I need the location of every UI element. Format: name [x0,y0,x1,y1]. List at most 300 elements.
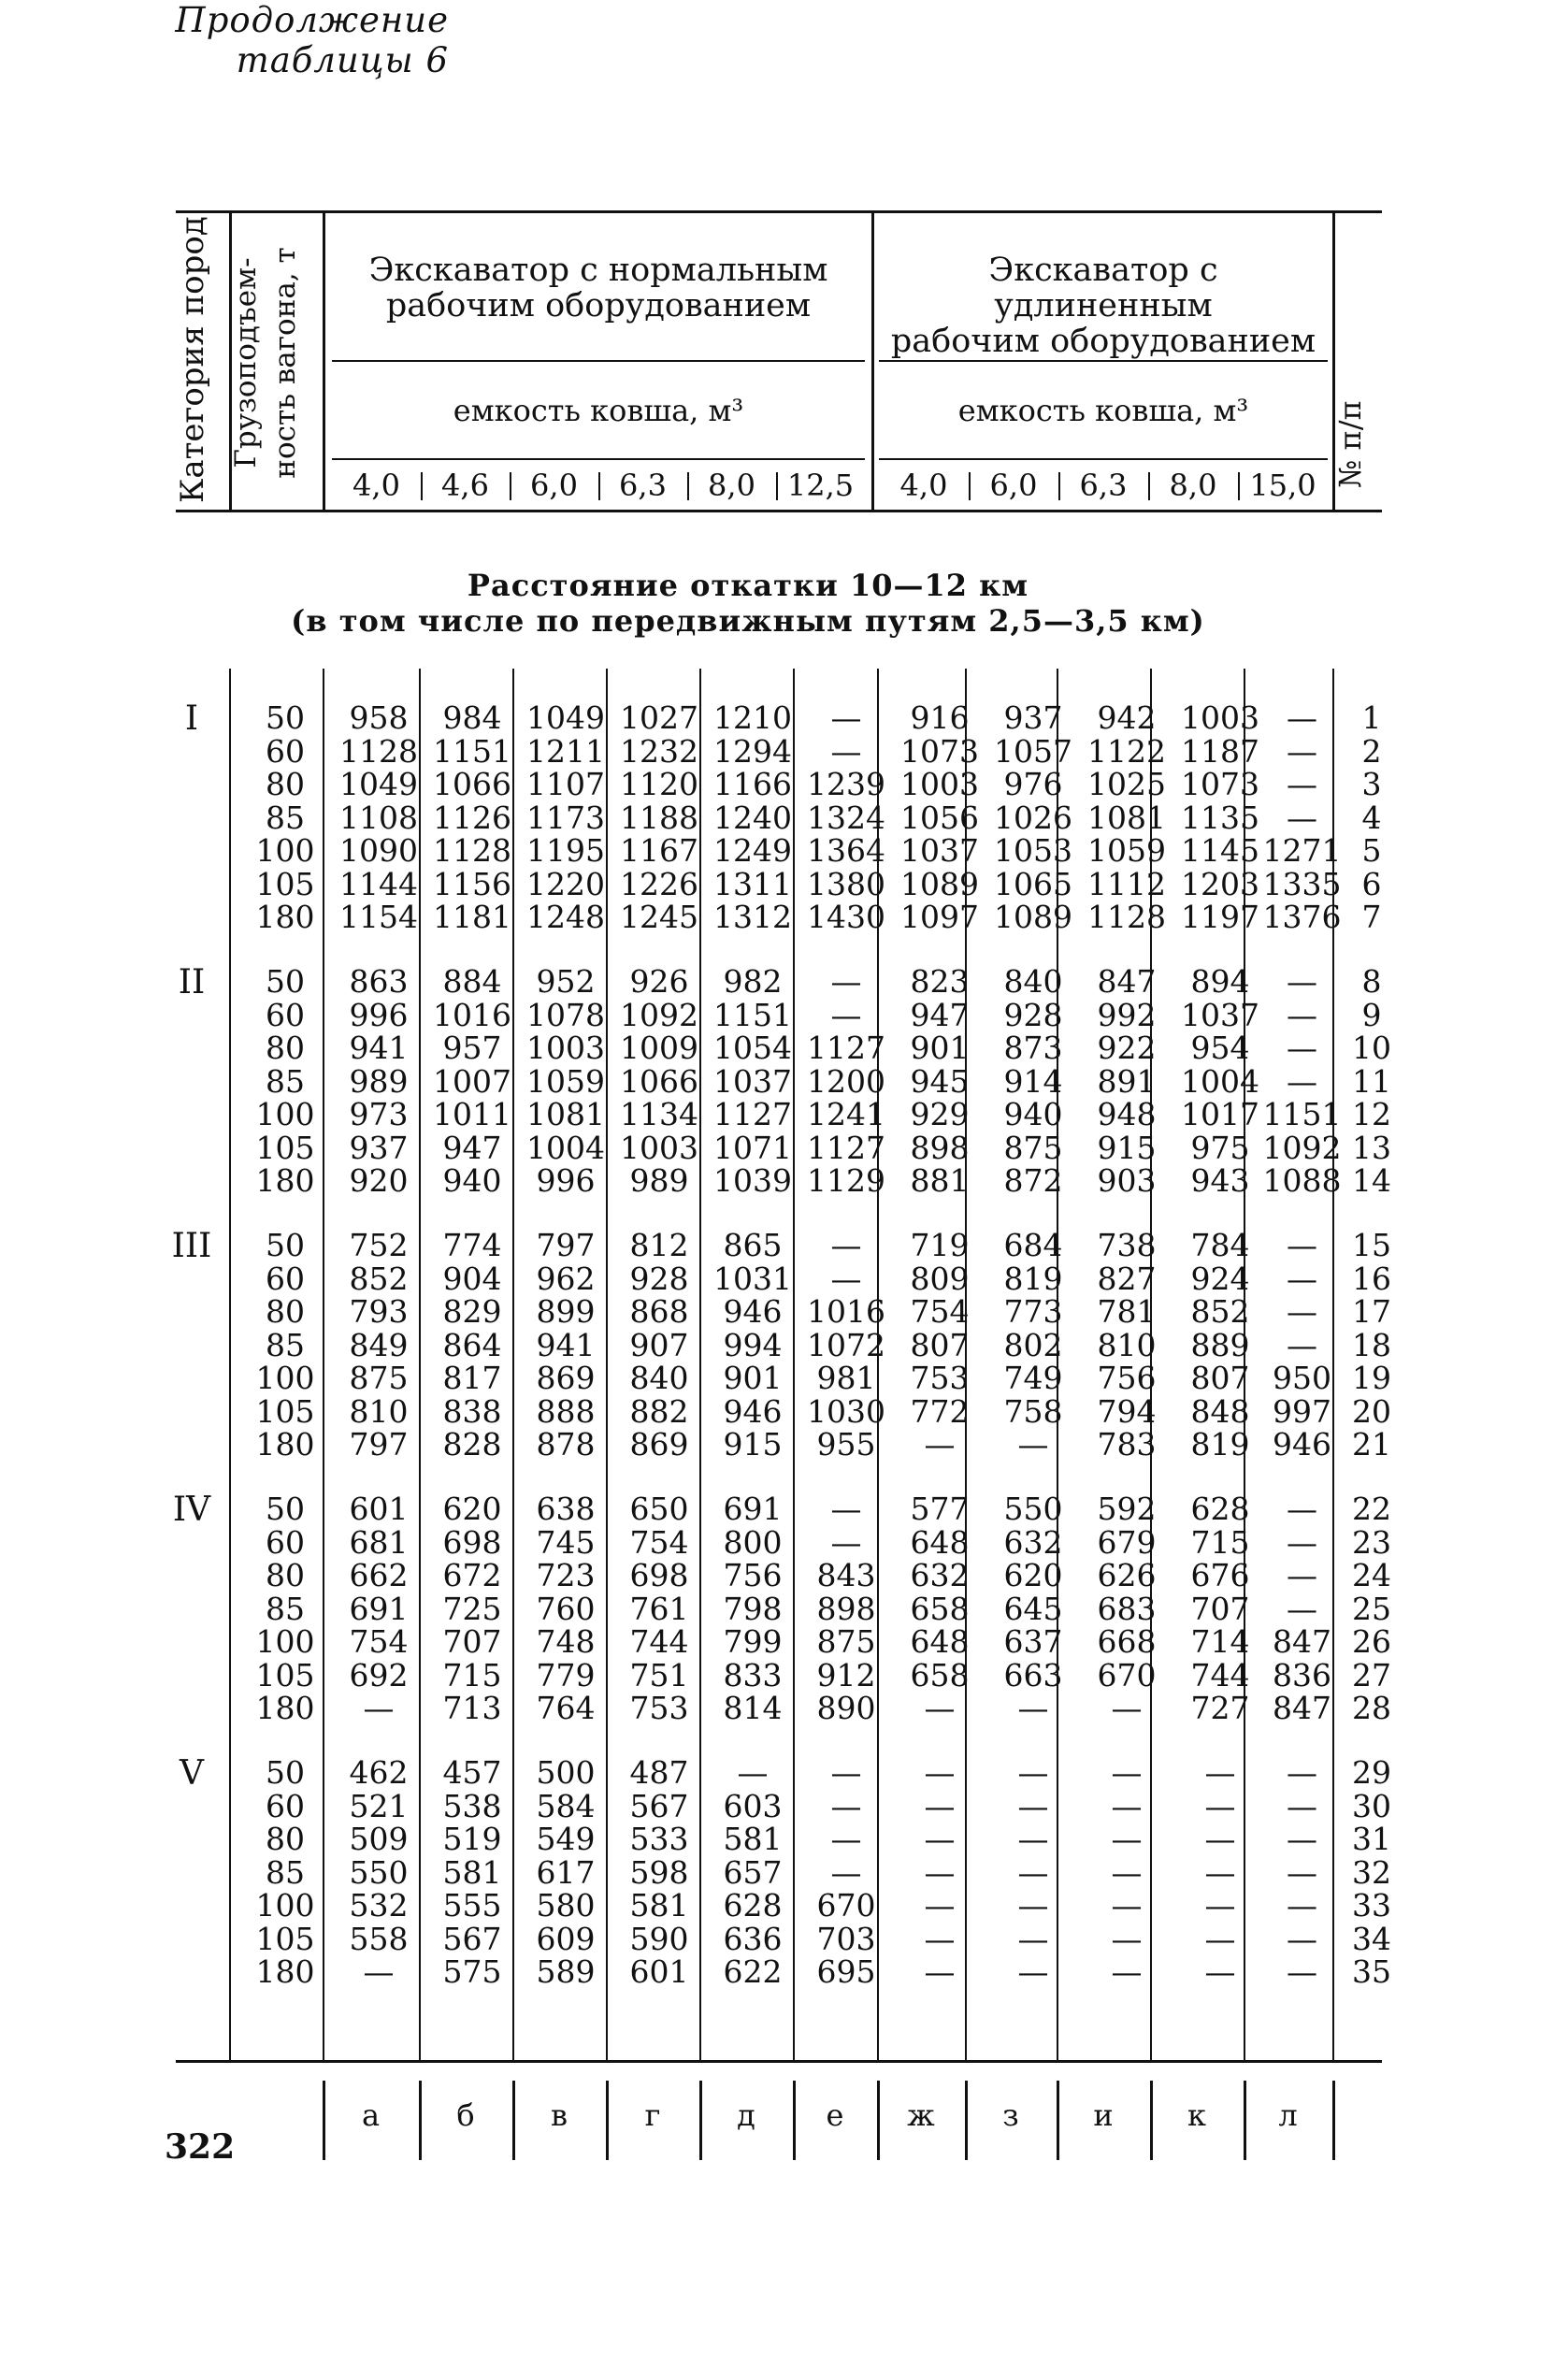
productivity-cell: 982 [723,963,783,1000]
column-letter: з [1002,2097,1019,2133]
productivity-cell: 749 [1003,1360,1063,1396]
productivity-cell: 864 [442,1326,502,1363]
productivity-cell: 1154 [339,899,418,935]
productivity-cell: 1156 [433,865,511,902]
productivity-cell: 848 [1190,1392,1250,1430]
productivity-cell: 1151 [713,996,792,1033]
productivity-cell: — [1287,1787,1317,1824]
productivity-cell: 462 [349,1754,409,1791]
productivity-cell: 761 [629,1590,689,1627]
productivity-cell: — [1287,1030,1317,1066]
productivity-cell: 457 [442,1754,502,1791]
productivity-cell: 1007 [433,1062,511,1100]
wagon-capacity-cell: 80 [266,1557,305,1593]
productivity-cell: 916 [910,699,970,736]
productivity-cell: 658 [910,1656,970,1693]
productivity-cell: 823 [910,963,970,1000]
productivity-cell: 691 [723,1491,783,1527]
productivity-cell: 812 [629,1227,689,1263]
productivity-cell: 603 [723,1787,783,1824]
productivity-cell: 1089 [994,899,1072,935]
group-normal-header: Экскаватор с нормальным рабочим оборудованием [368,252,828,324]
productivity-cell: 550 [349,1853,409,1891]
productivity-cell: 1027 [620,699,698,736]
productivity-cell: 752 [349,1227,409,1263]
productivity-cell: — [830,1260,862,1297]
wagon-capacity-cell: 100 [255,1623,315,1660]
productivity-cell: — [830,963,862,1000]
wagon-capacity-cell: 105 [255,1656,315,1693]
productivity-cell: — [1204,1787,1236,1824]
productivity-cell: 814 [723,1690,783,1726]
wagon-capacity-cell: 100 [255,832,315,869]
productivity-cell: 945 [910,1062,970,1100]
productivity-cell: 836 [1273,1656,1331,1693]
productivity-cell: 626 [1097,1557,1157,1593]
footer-divider [606,2081,609,2160]
productivity-cell: 1195 [526,832,605,869]
productivity-cell: 819 [1003,1260,1063,1297]
productivity-cell: 581 [723,1821,783,1857]
productivity-cell: 884 [442,963,502,1000]
productivity-cell: — [830,1754,862,1791]
productivity-cell: 658 [910,1590,970,1627]
bucket-capacity-value: 15,0 [1249,468,1316,503]
productivity-cell: 753 [629,1690,689,1726]
bucket-separator [1238,472,1240,500]
productivity-cell: 774 [442,1227,502,1263]
productivity-cell: 962 [536,1260,596,1297]
productivity-cell: 802 [1003,1326,1063,1363]
row-number-cell: 26 [1352,1623,1391,1660]
productivity-cell: 672 [442,1557,502,1593]
productivity-cell: 714 [1190,1623,1250,1660]
productivity-cell: 509 [349,1821,409,1857]
row-number-cell: 14 [1352,1162,1391,1199]
bucket-separator [687,472,689,500]
productivity-cell: — [924,1787,956,1824]
productivity-cell: 567 [442,1920,502,1957]
productivity-cell: — [830,1821,862,1857]
productivity-cell: — [924,1821,956,1857]
productivity-cell: 738 [1097,1227,1157,1263]
productivity-cell: 1026 [994,799,1072,836]
productivity-cell: 996 [349,996,409,1033]
productivity-cell: 781 [1097,1293,1157,1330]
bucket-separator [776,472,778,500]
productivity-cell: 852 [349,1260,409,1297]
wagon-capacity-cell: 80 [266,1821,305,1857]
productivity-cell: 598 [629,1853,689,1891]
productivity-cell: 1188 [620,799,698,836]
productivity-cell: 1112 [1087,865,1166,902]
productivity-cell: — [1017,1853,1049,1891]
productivity-cell: 1092 [620,996,698,1033]
productivity-cell: 981 [816,1360,876,1396]
wagon-capacity-cell: 60 [266,996,305,1033]
productivity-cell: 1037 [900,832,979,869]
productivity-cell: 920 [349,1162,409,1199]
productivity-cell: 1151 [1262,1096,1342,1132]
productivity-cell: 807 [910,1326,970,1363]
productivity-cell: — [1017,1787,1049,1824]
productivity-cell: 1097 [900,899,979,935]
productivity-cell: 676 [1190,1557,1250,1593]
column-letter: е [826,2097,844,2133]
productivity-cell: — [1111,1690,1143,1726]
footer-divider [1057,2081,1059,2160]
group-normal-rule [332,360,865,362]
productivity-cell: 692 [349,1656,409,1693]
productivity-cell: 1166 [713,766,792,802]
productivity-cell: 937 [1003,699,1063,736]
column-letter: ж [907,2097,935,2133]
header-divider [323,213,325,511]
productivity-cell: 1004 [526,1129,605,1166]
wagon-capacity-cell: 80 [266,766,305,802]
productivity-cell: 882 [629,1392,689,1430]
productivity-cell: 683 [1097,1590,1157,1627]
productivity-cell: 715 [1190,1523,1250,1561]
productivity-cell: — [1287,799,1317,836]
productivity-cell: 601 [629,1953,689,1990]
productivity-cell: — [1287,1754,1317,1791]
row-number-cell: 17 [1352,1293,1391,1330]
productivity-cell: 924 [1190,1260,1250,1297]
productivity-cell: 1066 [620,1062,698,1100]
productivity-cell: 840 [1003,963,1063,1000]
productivity-cell: — [1287,766,1317,802]
productivity-cell: 533 [629,1821,689,1857]
productivity-cell: 891 [1097,1062,1157,1100]
productivity-cell: 567 [629,1787,689,1824]
productivity-cell: 827 [1097,1260,1157,1297]
productivity-cell: 799 [723,1623,783,1660]
productivity-cell: 681 [349,1523,409,1561]
productivity-cell: 1226 [620,865,698,902]
productivity-cell: 713 [442,1690,502,1726]
productivity-cell: 996 [536,1162,596,1199]
column-letter: а [361,2097,381,2133]
productivity-cell: 698 [442,1523,502,1561]
productivity-cell: 756 [1097,1360,1157,1396]
footer-divider [1150,2081,1153,2160]
productivity-cell: 798 [723,1590,783,1627]
productivity-cell: 819 [1190,1426,1250,1462]
wagon-capacity-cell: 100 [255,1096,315,1132]
row-number-cell: 31 [1352,1821,1391,1857]
productivity-cell: — [1287,1326,1317,1363]
productivity-cell: — [1017,1426,1049,1462]
productivity-cell: 1078 [526,996,605,1033]
productivity-cell: 1031 [713,1260,792,1297]
productivity-cell: 904 [442,1260,502,1297]
productivity-cell: 863 [349,963,409,1000]
productivity-cell: 754 [910,1293,970,1330]
row-number-cell: 19 [1352,1360,1391,1396]
productivity-cell: 1120 [620,766,698,802]
productivity-cell: 899 [536,1293,596,1330]
productivity-cell: 695 [816,1953,876,1990]
productivity-cell: 1128 [1087,899,1166,935]
productivity-cell: 942 [1097,699,1157,736]
productivity-cell: 898 [910,1129,970,1166]
wagon-capacity-cell: 50 [266,1491,305,1527]
productivity-cell: 707 [1190,1590,1250,1627]
row-number-cell: 35 [1352,1953,1391,1990]
productivity-cell: 865 [723,1227,783,1263]
productivity-cell: 581 [629,1887,689,1924]
productivity-cell: — [1287,1920,1317,1957]
wagon-capacity-cell: 180 [255,1162,315,1199]
productivity-cell: 637 [1003,1623,1063,1660]
row-number-cell: 18 [1352,1326,1391,1363]
productivity-cell: — [1204,1953,1236,1990]
productivity-cell: 941 [349,1030,409,1066]
productivity-cell: 1049 [526,699,605,736]
productivity-cell: — [1287,1557,1317,1593]
productivity-cell: — [1287,1491,1317,1527]
productivity-cell: 538 [442,1787,502,1824]
productivity-cell: — [1287,1853,1317,1891]
bucket-normal-rule [332,458,865,460]
productivity-cell: 901 [910,1030,970,1066]
productivity-cell: — [1111,1853,1143,1891]
bucket-separator [598,472,600,500]
productivity-cell: — [830,996,862,1033]
productivity-cell: 928 [629,1260,689,1297]
productivity-cell: 943 [1190,1162,1250,1199]
productivity-cell: 707 [442,1623,502,1660]
productivity-cell: 779 [536,1656,596,1693]
productivity-cell: 852 [1190,1293,1250,1330]
productivity-cell: 1151 [433,732,511,770]
bucket-capacity-value: 6,3 [1079,468,1128,503]
productivity-cell: 725 [442,1590,502,1627]
row-number-cell: 24 [1352,1557,1391,1593]
productivity-cell: 773 [1003,1293,1063,1330]
productivity-cell: 878 [536,1426,596,1462]
productivity-cell: — [1287,1293,1317,1330]
productivity-cell: 937 [349,1129,409,1166]
bucket-capacity-value: 6,3 [619,468,667,503]
productivity-cell: 1245 [620,899,698,935]
productivity-cell: 1003 [526,1030,605,1066]
productivity-cell: 1249 [713,832,792,869]
productivity-cell: — [1111,1821,1143,1857]
productivity-cell: 1037 [1181,996,1259,1033]
productivity-cell: — [924,1754,956,1791]
productivity-cell: 1037 [713,1062,792,1100]
productivity-cell: 817 [442,1360,502,1396]
productivity-cell: 1312 [713,899,792,935]
productivity-cell: 984 [442,699,502,736]
rock-category-label: V [180,1754,204,1793]
productivity-cell: 1311 [713,865,792,902]
productivity-cell: 549 [536,1821,596,1857]
productivity-cell: 617 [536,1853,596,1891]
wagon-capacity-cell: 50 [266,963,305,1000]
productivity-cell: 833 [723,1656,783,1693]
productivity-cell: 810 [349,1392,409,1430]
productivity-cell: 575 [442,1953,502,1990]
productivity-cell: 889 [1190,1326,1250,1363]
productivity-cell: 1009 [620,1030,698,1066]
productivity-cell: 1053 [994,832,1072,869]
productivity-cell: — [1111,1787,1143,1824]
wagon-capacity-cell: 50 [266,1227,305,1263]
productivity-cell: 1380 [807,865,885,902]
productivity-cell: 843 [816,1557,876,1593]
productivity-cell: 727 [1190,1690,1250,1726]
productivity-cell: — [830,699,862,736]
productivity-cell: — [1204,1754,1236,1791]
productivity-cell: 1211 [526,732,605,770]
row-number-cell: 5 [1361,832,1382,869]
productivity-cell: 948 [1097,1096,1157,1132]
wagon-capacity-cell: 85 [266,1853,305,1891]
row-number-cell: 20 [1352,1392,1391,1430]
row-number-cell: 32 [1352,1853,1391,1891]
productivity-cell: 1081 [526,1096,605,1132]
productivity-cell: 872 [1003,1162,1063,1199]
productivity-cell: 829 [442,1293,502,1330]
productivity-cell: — [1287,1821,1317,1857]
bucket-capacity-value: 12,5 [786,468,855,503]
productivity-cell: — [1017,1690,1049,1726]
productivity-cell: 881 [910,1162,970,1199]
bucket-capacity-value: 6,0 [530,468,578,503]
productivity-cell: 764 [536,1690,596,1726]
productivity-cell: 1128 [433,832,511,869]
productivity-cell: 847 [1273,1690,1331,1726]
productivity-cell: — [924,1920,956,1957]
wagon-capacity-cell: 105 [255,1129,315,1166]
productivity-cell: 957 [442,1030,502,1066]
productivity-cell: 1003 [1181,699,1259,736]
productivity-cell: 620 [442,1491,502,1527]
column-letter: к [1187,2097,1206,2133]
productivity-cell: 645 [1003,1590,1063,1627]
productivity-cell: 638 [536,1491,596,1527]
productivity-cell: — [830,1491,862,1527]
productivity-cell: 589 [536,1953,596,1990]
productivity-cell: — [830,1787,862,1824]
productivity-cell: — [737,1754,769,1791]
productivity-cell: 828 [442,1426,502,1462]
row-number-cell: 4 [1361,799,1382,836]
row-number-cell: 16 [1352,1260,1391,1297]
productivity-cell: 941 [536,1326,596,1363]
productivity-cell: 847 [1097,963,1157,1000]
productivity-cell: 797 [349,1426,409,1462]
productivity-cell: — [1017,1821,1049,1857]
table-continuation-caption: Продолжение таблицы 6 [175,0,449,80]
productivity-cell: 715 [442,1656,502,1693]
productivity-cell: 723 [536,1557,596,1593]
productivity-cell: 1376 [1262,899,1342,935]
productivity-cell: — [924,1953,956,1990]
productivity-cell: 907 [629,1326,689,1363]
productivity-cell: 1127 [807,1030,885,1066]
productivity-cell: — [1287,996,1317,1033]
row-number-cell: 13 [1352,1129,1391,1166]
productivity-cell: 810 [1097,1326,1157,1363]
productivity-cell: — [363,1690,395,1726]
rock-category-label: III [171,1227,212,1265]
productivity-cell: 1271 [1262,832,1342,869]
productivity-cell: 1081 [1087,799,1166,836]
productivity-cell: 1210 [713,699,792,736]
productivity-cell: — [1287,732,1317,770]
productivity-cell: 973 [349,1096,409,1132]
productivity-cell: 955 [816,1426,876,1462]
productivity-cell: 753 [910,1360,970,1396]
productivity-cell: 580 [536,1887,596,1924]
productivity-cell: 1122 [1087,732,1166,770]
productivity-cell: 744 [629,1623,689,1660]
productivity-cell: 1144 [339,865,418,902]
row-number-cell: 33 [1352,1887,1391,1924]
productivity-cell: 756 [723,1557,783,1593]
productivity-cell: 947 [442,1129,502,1166]
productivity-cell: 1128 [339,732,418,770]
productivity-cell: — [1287,1887,1317,1924]
column-letter: в [550,2097,568,2133]
productivity-cell: 751 [629,1656,689,1693]
wagon-capacity-cell: 80 [266,1030,305,1066]
productivity-cell: 894 [1190,963,1250,1000]
column-letter: л [1278,2097,1298,2133]
productivity-cell: 1066 [433,766,511,802]
productivity-cell: — [1287,1062,1317,1100]
productivity-cell: 947 [910,996,970,1033]
productivity-cell: 609 [536,1920,596,1957]
rock-category-label: I [184,699,199,738]
productivity-cell: 992 [1097,996,1157,1033]
row-number-cell: 3 [1361,766,1382,802]
footer-divider [1332,2081,1335,2160]
productivity-cell: 1127 [807,1129,885,1166]
category-column-header: Категория пород [174,216,211,503]
productivity-cell: 1090 [339,832,418,869]
productivity-cell: — [1017,1754,1049,1791]
productivity-cell: 1335 [1262,865,1342,902]
productivity-cell: 873 [1003,1030,1063,1066]
wagon-capacity-cell: 180 [255,899,315,935]
productivity-cell: 1073 [1181,766,1259,802]
productivity-cell: 1092 [1262,1129,1342,1166]
productivity-cell: 794 [1097,1392,1157,1430]
productivity-cell: 1240 [713,799,792,836]
productivity-cell: 1324 [807,799,885,836]
productivity-cell: 691 [349,1590,409,1627]
productivity-cell: 849 [349,1326,409,1363]
productivity-cell: 521 [349,1787,409,1824]
bucket-capacity-value: 4,6 [441,468,489,503]
productivity-cell: 989 [629,1162,689,1199]
productivity-cell: 1127 [713,1096,792,1132]
rock-category-label: II [178,963,206,1001]
productivity-cell: 622 [723,1953,783,1990]
productivity-cell: 684 [1003,1227,1063,1263]
productivity-cell: 1025 [1087,766,1166,802]
productivity-cell: 1054 [713,1030,792,1066]
productivity-cell: 632 [1003,1523,1063,1561]
productivity-cell: — [1017,1953,1049,1990]
column-letter: г [644,2097,661,2133]
productivity-cell: 1239 [807,766,885,802]
